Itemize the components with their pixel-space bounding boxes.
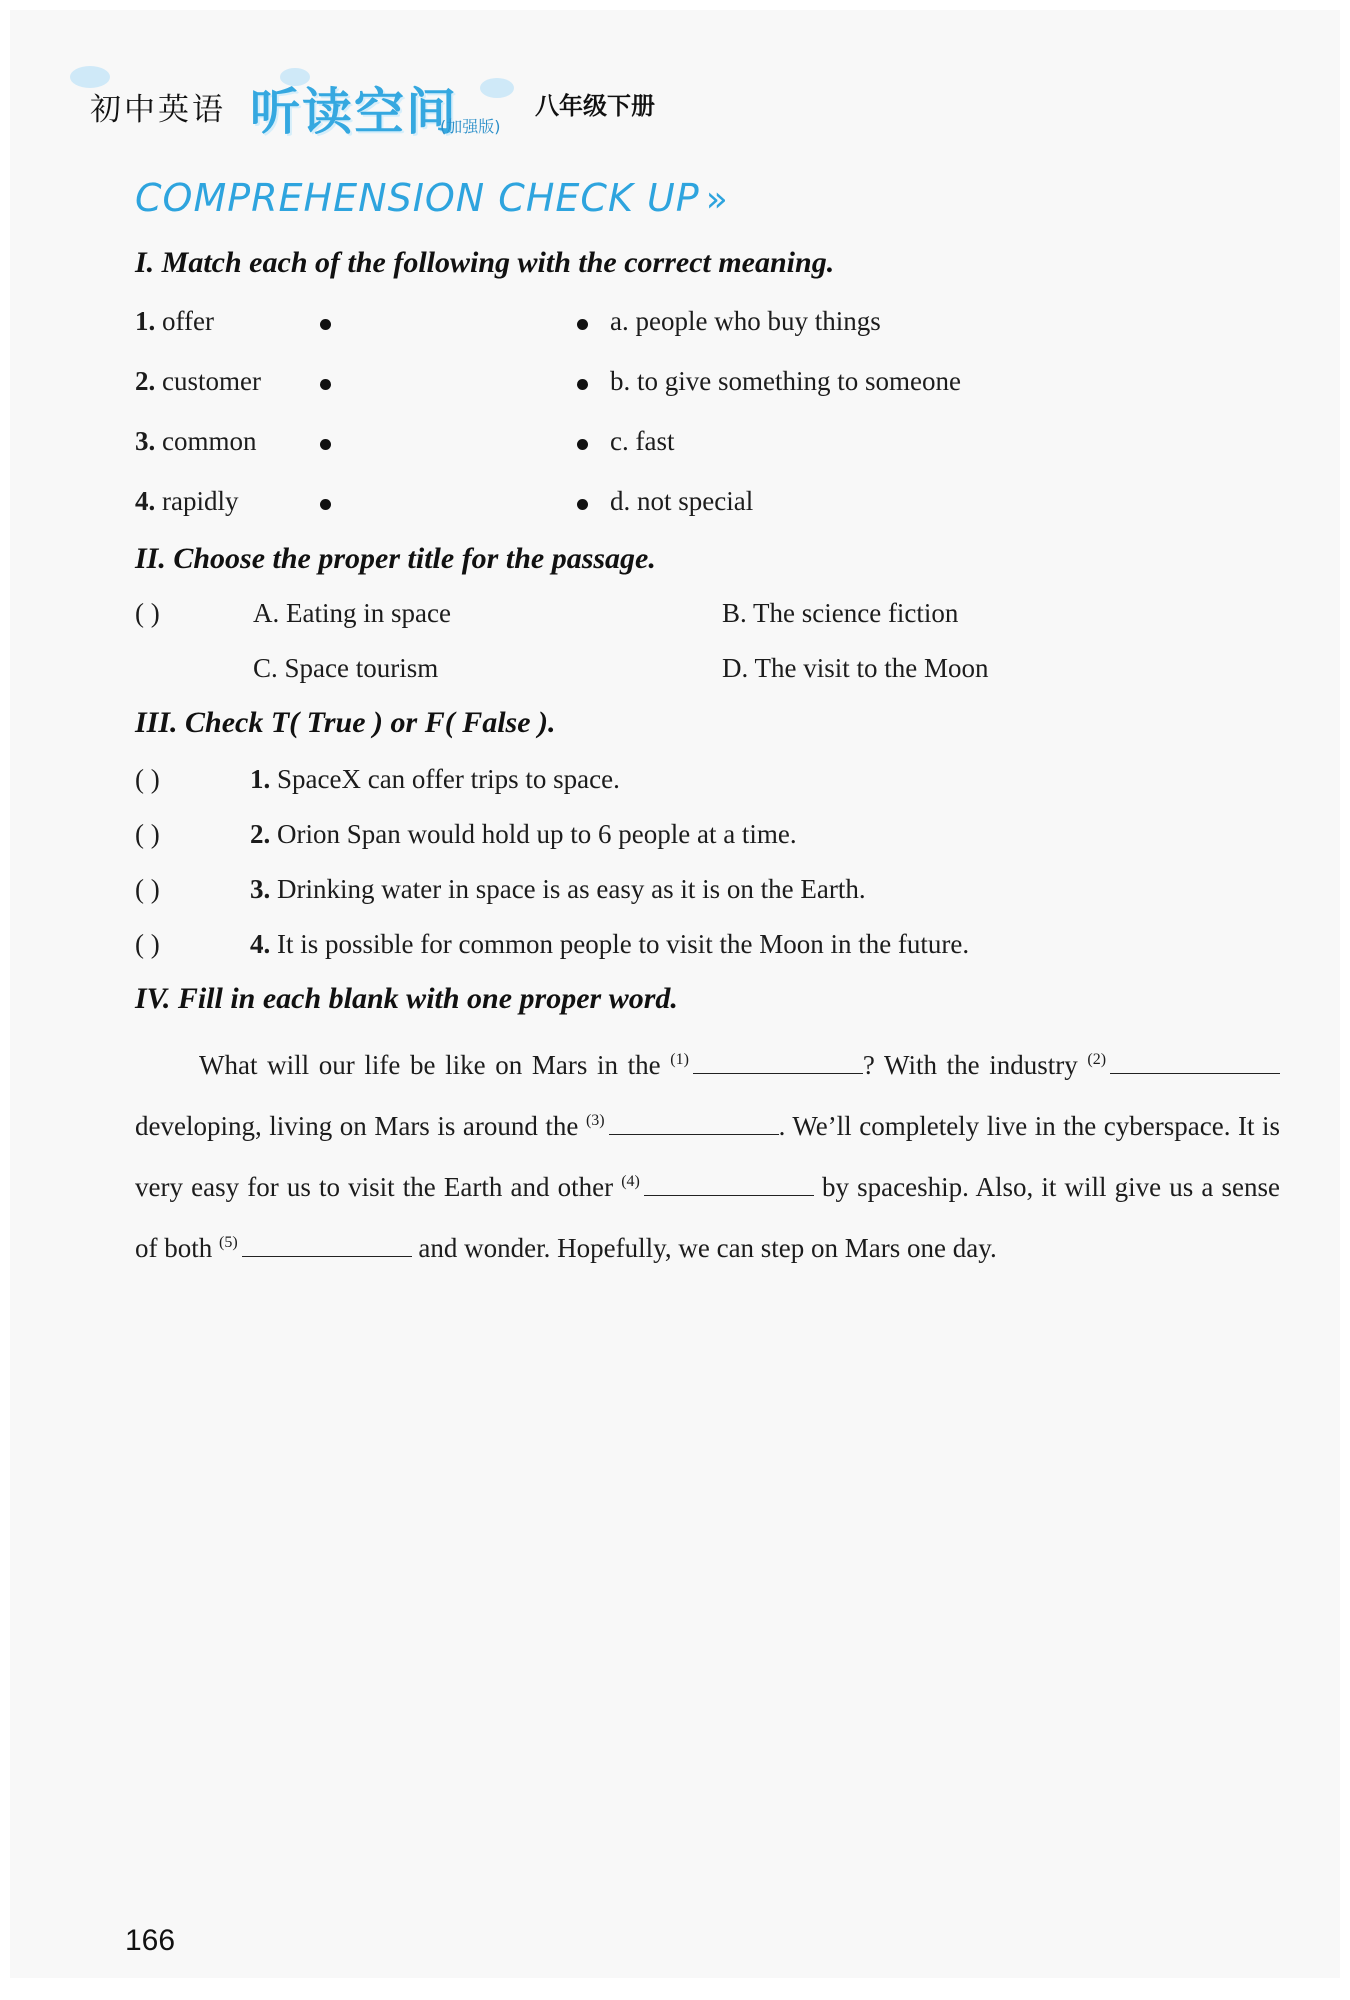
workbook-page [10,10,1340,1978]
match-word: offer [162,306,214,336]
match-dot-left[interactable] [320,499,331,510]
blank-number: (2) [1087,1051,1107,1068]
tf-statement [250,819,797,850]
answer-bracket[interactable]: ( ) [135,929,160,959]
answer-bracket[interactable]: ( ) [135,598,160,628]
match-word: common [162,426,257,456]
tf-statement [250,874,866,905]
grade-label: 八年级下册 [535,92,655,120]
option-c: C. Space tourism [253,653,439,683]
item-number: 4. [135,486,156,516]
tf-statement [250,764,620,795]
bubble-decoration [480,78,514,98]
statement-text: SpaceX can offer trips to space. [277,764,620,794]
section-banner [135,176,729,220]
statement-text: Drinking water in space is as easy as it is on the Earth. [277,874,866,904]
banner-title: COMPREHENSION CHECK UP [135,176,700,220]
match-left-item [135,426,257,457]
statement-text: Orion Span would hold up to 6 people at a time. [277,819,797,849]
item-number: 3. [250,874,271,904]
answer-bracket[interactable]: ( ) [135,764,160,794]
match-word: customer [162,366,261,396]
passage-segment: . We’ll completely live in the cyberspace. It is very easy for us to visit the Earth and other [135,1111,1281,1202]
passage-segment: developing, living on Mars is around the [135,1111,579,1141]
passage-segment: What will our life be like on Mars in the [199,1050,661,1080]
match-dot-right[interactable] [577,319,588,330]
match-dot-right[interactable] [577,379,588,390]
book-logo: 听读空间 [250,83,458,141]
match-dot-left[interactable] [320,379,331,390]
passage-text [135,1032,1280,1276]
item-number: 2. [135,366,156,396]
tf-statement [250,929,969,960]
passage-segment: ? With the industry [862,1050,1078,1080]
section-4-heading: IV. Fill in each blank with one proper word. [135,982,678,1015]
match-left-item [135,366,261,397]
blank-number: (4) [621,1173,640,1190]
section-1-heading: I. Match each of the following with the correct meaning. [135,246,835,279]
match-dot-right[interactable] [577,439,588,450]
blank-number: (3) [585,1112,605,1129]
series-title: 初中英语 [90,92,226,128]
section-3-heading: III. Check T( True ) or F( False ). [135,706,556,739]
blank-4-input[interactable] [644,1169,814,1196]
page-number: 166 [125,1924,176,1957]
blank-number: (5) [219,1234,238,1251]
match-meaning: c. fast [610,426,675,456]
match-dot-left[interactable] [320,439,331,450]
answer-bracket[interactable]: ( ) [135,819,160,849]
passage-segment: by spaceship. Also, it will give us a sense of both [135,1172,1281,1263]
option-d: D. The visit to the Moon [722,653,989,683]
blank-5-input[interactable] [242,1230,412,1257]
blank-number: (1) [670,1051,689,1068]
match-left-item [135,486,238,517]
page-header [90,72,790,142]
statement-text: It is possible for common people to visit the Moon in the future. [277,929,970,959]
option-b: B. The science fiction [722,598,959,628]
match-left-item [135,306,214,337]
option-a: A. Eating in space [253,598,451,628]
edition-label: (加强版) [440,117,501,136]
item-number: 2. [250,819,271,849]
answer-bracket[interactable]: ( ) [135,874,160,904]
match-dot-left[interactable] [320,319,331,330]
passage-segment: and wonder. Hopefully, we can step on Mars one day. [418,1233,997,1263]
section-2-heading: II. Choose the proper title for the passage. [135,542,656,575]
match-meaning: b. to give something to someone [610,366,961,396]
blank-1-input[interactable] [693,1047,863,1074]
match-dot-right[interactable] [577,499,588,510]
blank-3-input[interactable] [609,1108,779,1135]
match-meaning: d. not special [610,486,754,516]
double-chevron-icon: » [705,179,729,220]
item-number: 1. [250,764,271,794]
cloze-passage [135,1032,1280,1276]
blank-2-input[interactable] [1110,1047,1280,1074]
item-number: 3. [135,426,156,456]
item-number: 1. [135,306,156,336]
item-number: 4. [250,929,271,959]
match-meaning: a. people who buy things [610,306,881,336]
match-word: rapidly [162,486,239,516]
